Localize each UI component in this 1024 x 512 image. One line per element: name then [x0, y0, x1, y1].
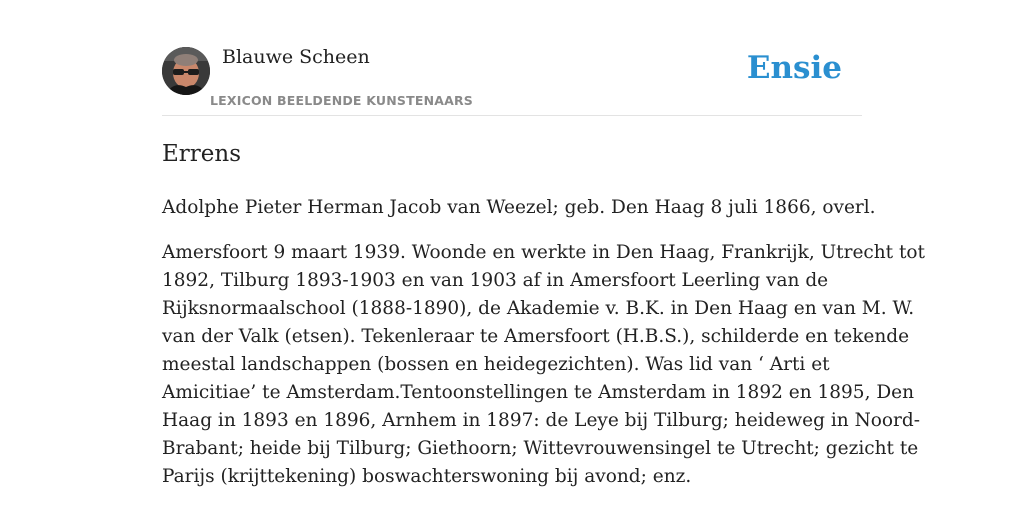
body-line: Brabant; heide bij Tilburg; Giethoorn; Wittevrouwensingel te Utrecht; gezicht te — [162, 438, 919, 459]
entry-lead: Adolphe Pieter Herman Jacob van Weezel; geb. Den Haag 8 juli 1866, overl. — [162, 197, 876, 218]
author-avatar[interactable] — [162, 47, 210, 95]
source-label[interactable]: LEXICON BEELDENDE KUNSTENAARS — [210, 93, 474, 108]
body-line: 1892, Tilburg 1893-1903 en van 1903 af in Amersfoort Leerling van de — [162, 270, 829, 291]
body-line: meestal landschappen (bossen en heidegezichten). Was lid van ‘ Arti et — [162, 354, 830, 375]
entry-header — [162, 0, 862, 116]
avatar-portrait-icon — [162, 47, 210, 95]
body-line: Amicitiae’ te Amsterdam.Tentoonstellingen te Amsterdam in 1892 en 1895, Den — [162, 382, 915, 403]
body-line: Haag in 1893 en 1896, Arnhem in 1897: de Leye bij Tilburg; heideweg in Noord- — [162, 410, 920, 431]
entry-body — [162, 239, 925, 491]
entry-title: Errens — [162, 141, 242, 167]
brand-logo[interactable]: Ensie — [746, 50, 842, 86]
body-line: Rijksnormaalschool (1888-1890), de Akademie v. B.K. in Den Haag en van M. W. — [162, 298, 915, 319]
entry-card — [162, 0, 925, 512]
body-line: Amersfoort 9 maart 1939. Woonde en werkte in Den Haag, Frankrijk, Utrecht tot — [162, 242, 925, 263]
body-line: van der Valk (etsen). Tekenleraar te Amersfoort (H.B.S.), schilderde en tekende — [162, 326, 910, 347]
author-name[interactable]: Blauwe Scheen — [222, 46, 370, 68]
body-line: Parijs (krijttekening) boswachterswoning bij avond; enz. — [162, 466, 692, 487]
